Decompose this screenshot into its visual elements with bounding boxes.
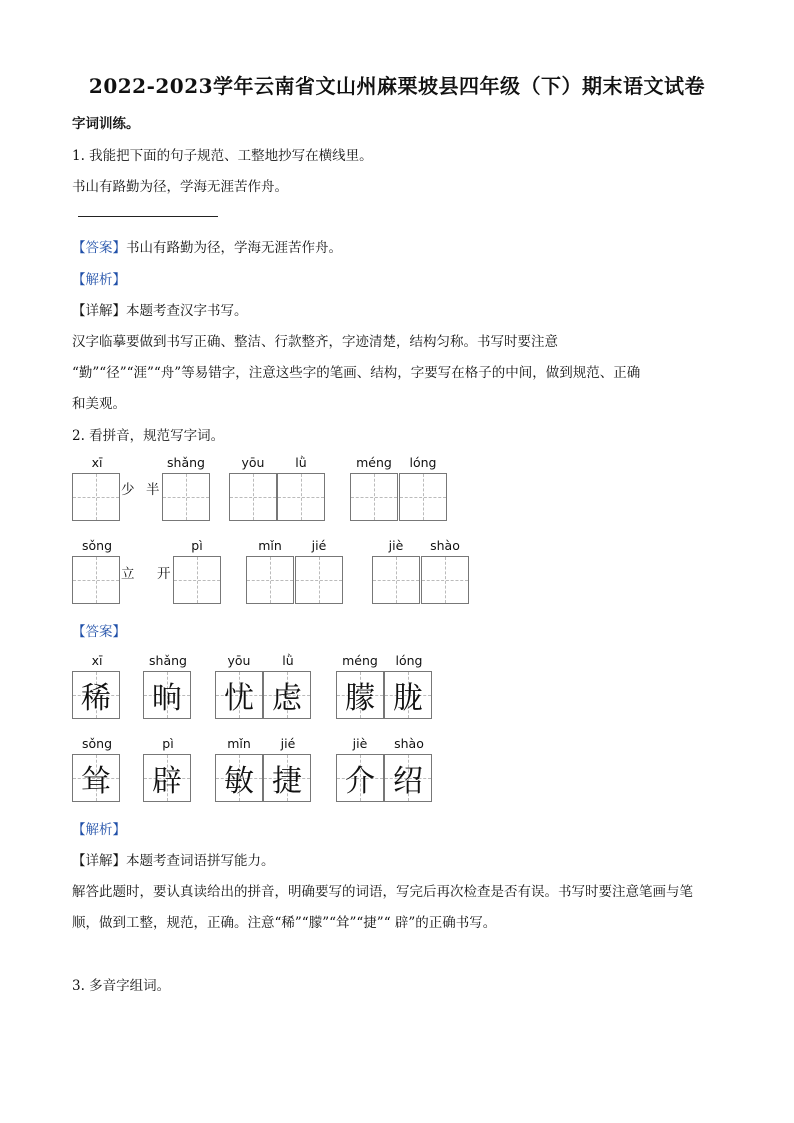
pinyin: shào — [394, 736, 424, 751]
pinyin: yōu — [241, 455, 265, 470]
answer-box — [336, 754, 384, 802]
q1-sentence: 书山有路勤为径，学海无涯苦作舟。 — [72, 179, 288, 195]
answer-box — [143, 754, 191, 802]
q2-prompt: 2. 看拼音，规范写字词。 — [72, 428, 225, 444]
answer-tag: 【答案】 — [72, 240, 126, 256]
answer-box — [263, 671, 311, 719]
pinyin: jiè — [388, 538, 404, 553]
writing-box[interactable] — [162, 473, 210, 521]
q1-explain-1: 汉字临摹要做到书写正确、整洁、行款整齐，字迹清楚，结构匀称。书写时要注意 — [72, 334, 558, 350]
pinyin: pì — [162, 736, 174, 751]
pinyin: xī — [91, 455, 103, 470]
q2-analysis-tag: 【解析】 — [72, 822, 126, 838]
pinyin: lǜ — [282, 653, 294, 668]
q1-detail — [72, 299, 248, 319]
pinyin: mǐn — [227, 736, 251, 751]
answer-box — [384, 671, 432, 719]
writing-box[interactable] — [350, 473, 398, 521]
writing-box[interactable] — [399, 473, 447, 521]
answer-char: 敏 — [224, 764, 254, 799]
writing-box[interactable] — [277, 473, 325, 521]
pinyin: jiè — [352, 736, 368, 751]
detail-tag: 【详解】 — [72, 303, 126, 319]
answer-text: 书山有路勤为径，学海无涯苦作舟。 — [126, 240, 342, 256]
pinyin: mǐn — [258, 538, 282, 553]
pinyin: yōu — [227, 653, 251, 668]
pinyin: shǎng — [149, 653, 187, 668]
q2-detail — [72, 849, 275, 869]
given-char: 开 — [157, 566, 171, 582]
pinyin: lóng — [409, 455, 437, 470]
writing-box[interactable] — [372, 556, 420, 604]
q2-explain-1: 解答此题时，要认真读给出的拼音，明确要写的词语，写完后再次检查是否有误。书写时要注意笔画与笔 — [72, 884, 693, 900]
answer-char: 稀 — [81, 681, 111, 716]
answer-box — [72, 754, 120, 802]
q1-explain-3: 和美观。 — [72, 396, 126, 412]
answer-char: 辟 — [152, 764, 182, 799]
answer-box — [336, 671, 384, 719]
pinyin: lǜ — [295, 455, 307, 470]
writing-box[interactable] — [229, 473, 277, 521]
q1-analysis-tag: 【解析】 — [72, 272, 126, 288]
q1-prompt: 1. 我能把下面的句子规范、工整地抄写在横线里。 — [72, 148, 373, 164]
answer-box — [263, 754, 311, 802]
writing-box[interactable] — [295, 556, 343, 604]
pinyin: shǎng — [167, 455, 205, 470]
detail-tag: 【详解】 — [72, 853, 126, 869]
answer-char: 耸 — [81, 764, 111, 799]
pinyin: jié — [311, 538, 327, 553]
writing-box[interactable] — [173, 556, 221, 604]
detail-text: 本题考查汉字书写。 — [126, 303, 248, 319]
answer-box — [215, 671, 263, 719]
writing-box[interactable] — [421, 556, 469, 604]
pinyin: méng — [342, 653, 378, 668]
answer-box — [215, 754, 263, 802]
writing-box[interactable] — [72, 556, 120, 604]
answer-char: 晌 — [152, 681, 182, 716]
answer-char: 介 — [345, 764, 375, 799]
pinyin: jié — [280, 736, 296, 751]
answer-box — [72, 671, 120, 719]
q2-answer-tag: 【答案】 — [72, 624, 126, 640]
pinyin: xī — [91, 653, 103, 668]
q1-explain-2: “勤”“径”“涯”“舟”等易错字，注意这些字的笔画、结构，字要写在格子的中间，做到规范、正确 — [72, 365, 641, 381]
q2-explain-2: 顺，做到工整，规范，正确。注意“稀”“朦”“耸”“捷”“ 辟”的正确书写。 — [72, 915, 497, 931]
pinyin: sǒng — [81, 538, 113, 553]
answer-box — [384, 754, 432, 802]
given-char: 少 — [121, 482, 135, 498]
given-char: 立 — [121, 566, 135, 582]
answer-char: 胧 — [393, 681, 423, 716]
q1-answer — [72, 236, 342, 256]
pinyin: pì — [191, 538, 203, 553]
answer-char: 忧 — [224, 681, 254, 716]
detail-text: 本题考查词语拼写能力。 — [126, 853, 275, 869]
writing-box[interactable] — [72, 473, 120, 521]
pinyin: lóng — [395, 653, 423, 668]
answer-char: 捷 — [272, 764, 302, 799]
writing-box[interactable] — [246, 556, 294, 604]
given-char: 半 — [146, 482, 160, 498]
answer-char: 虑 — [272, 681, 302, 716]
pinyin: shào — [430, 538, 460, 553]
answer-char: 朦 — [345, 681, 375, 716]
pinyin: sǒng — [81, 736, 113, 751]
answer-char: 绍 — [393, 764, 423, 799]
page-title: 2022-2023学年云南省文山州麻栗坡县四年级（下）期末语文试卷 — [88, 74, 706, 98]
pinyin: méng — [356, 455, 392, 470]
section-heading: 字词训练。 — [72, 116, 140, 132]
answer-box — [143, 671, 191, 719]
q3-prompt: 3. 多音字组词。 — [72, 978, 171, 994]
q1-answer-line — [78, 216, 218, 217]
